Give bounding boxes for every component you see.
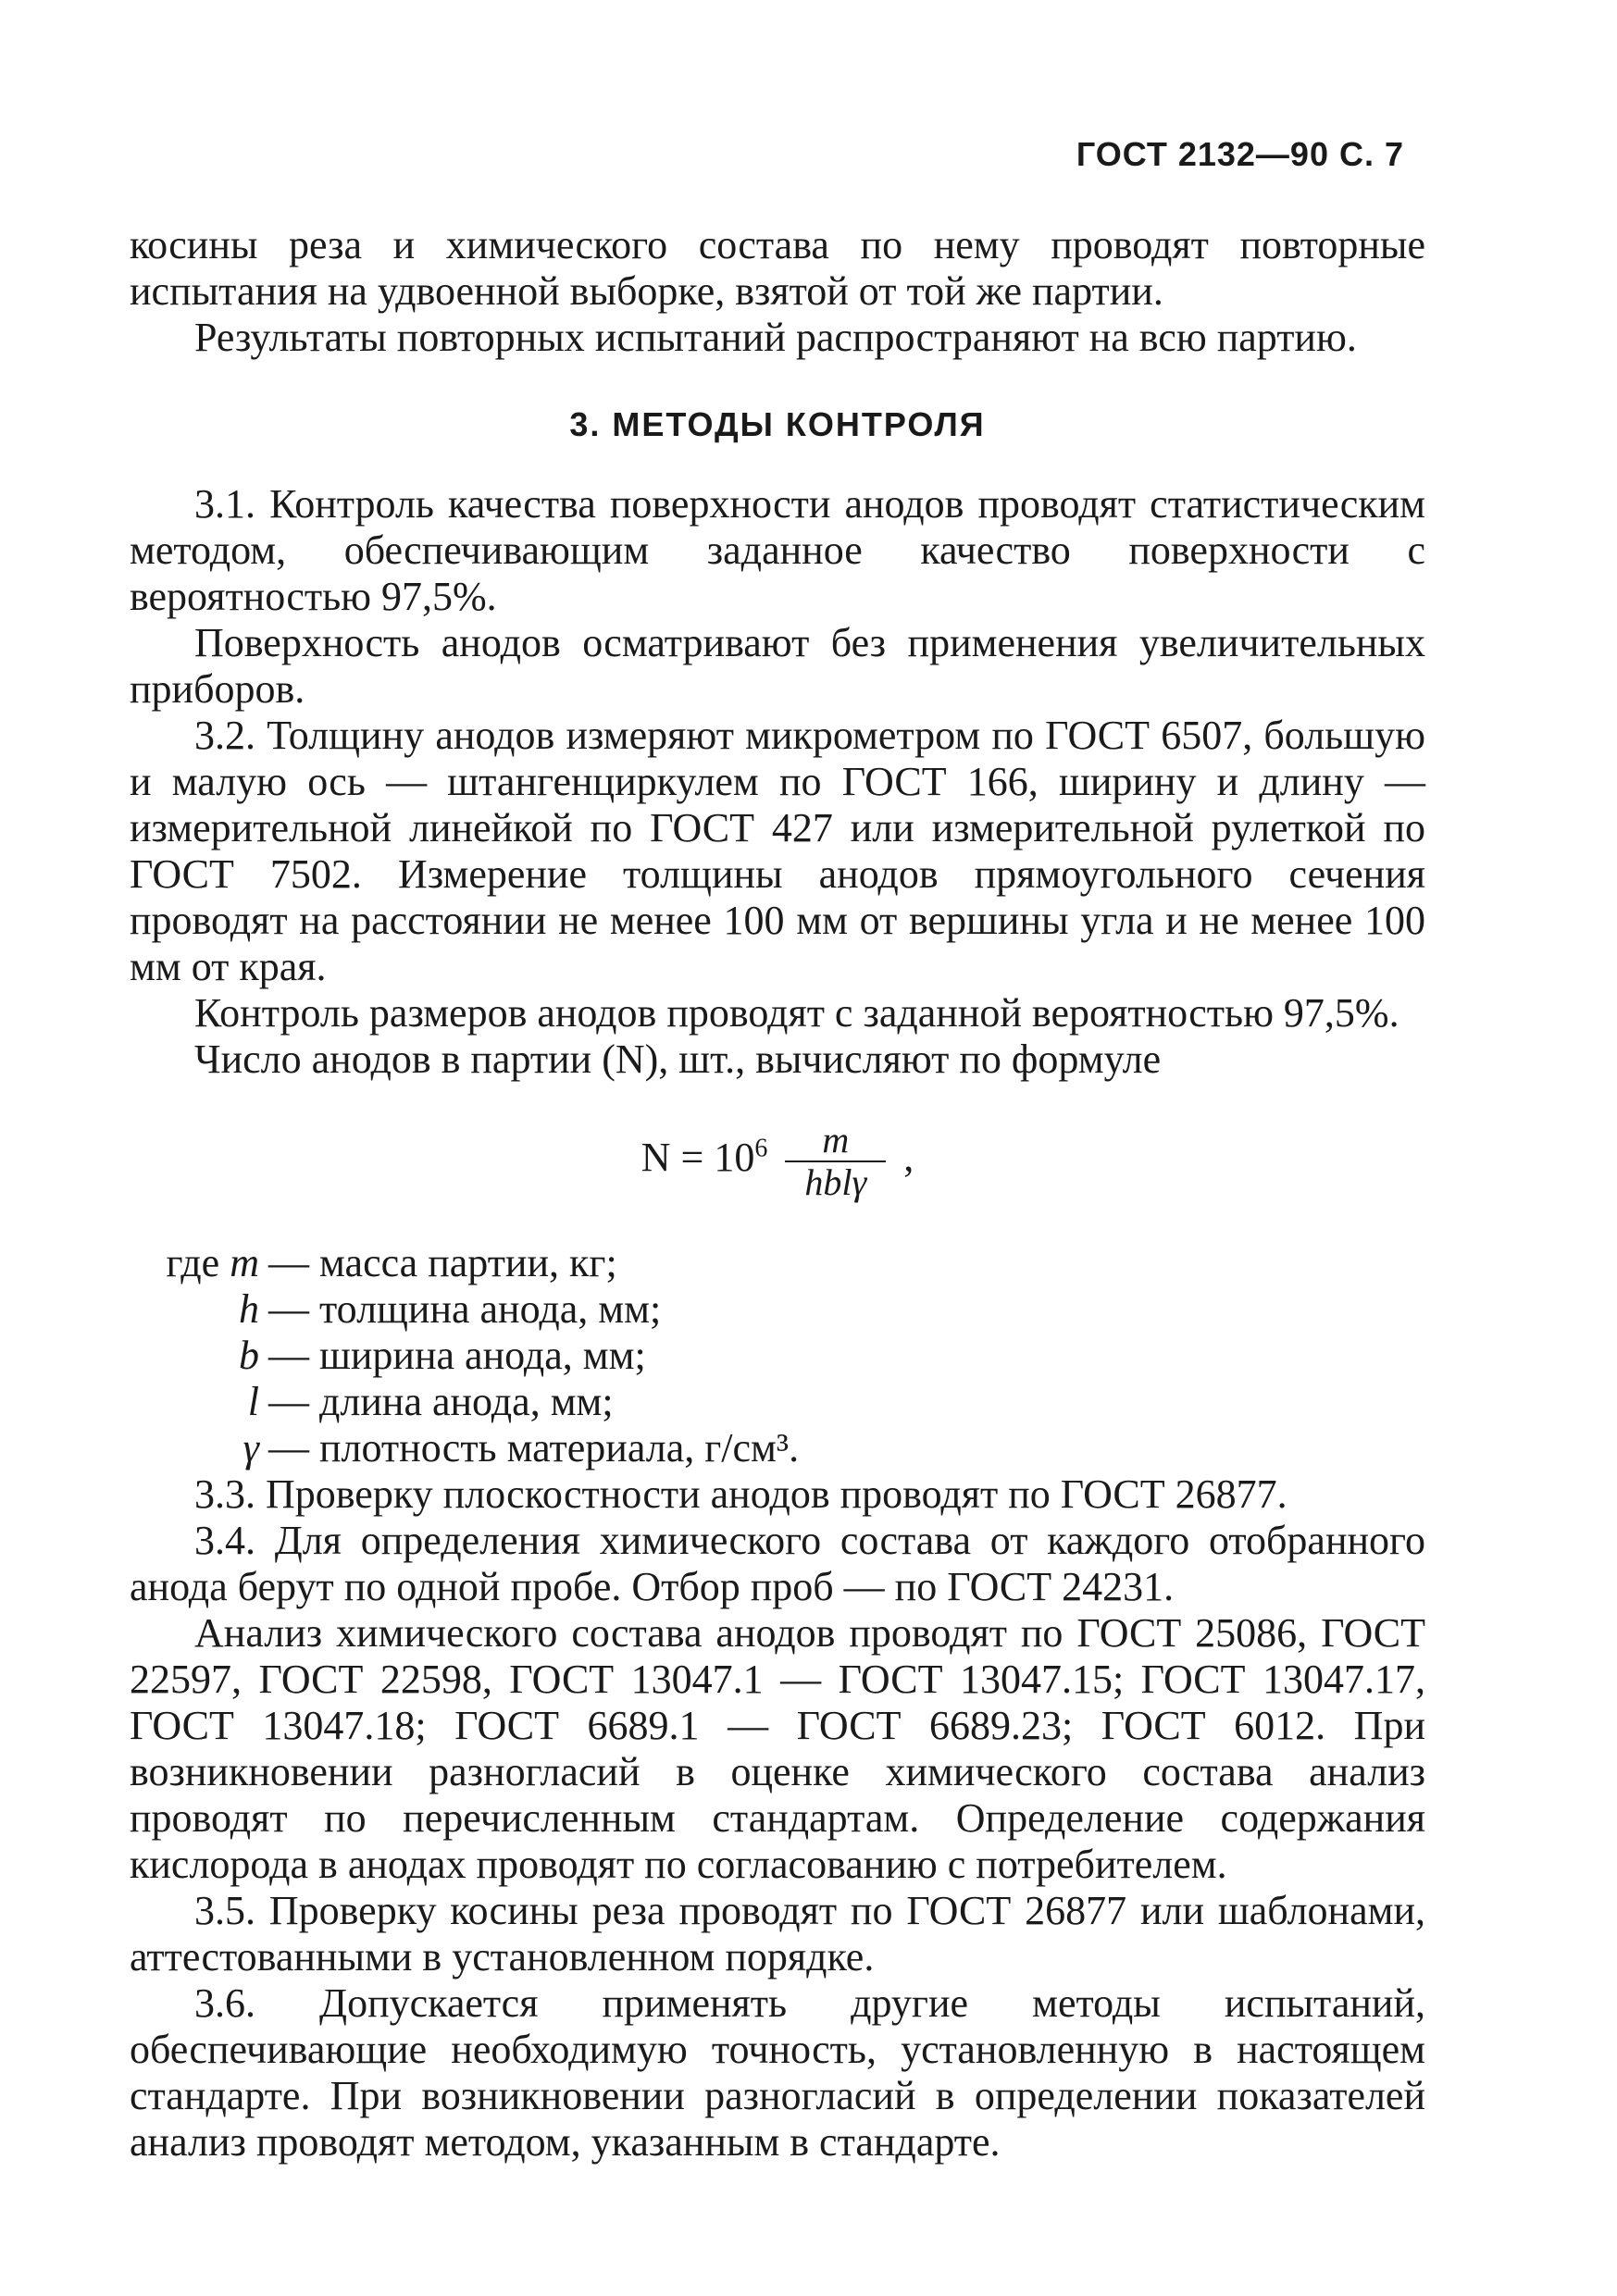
document-header: ГОСТ 2132—90 С. 7: [1076, 135, 1404, 173]
formula-fraction: [785, 1120, 886, 1203]
clause-3-5: 3.5. Проверку косины реза проводят по ГОСТ 26877 или шаблонами, аттестованными в установленном порядке.: [130, 1888, 1425, 1980]
legend-row: [130, 1333, 1425, 1379]
legend-description: — ширина анода, мм;: [268, 1333, 646, 1378]
legend-row: [130, 1286, 1425, 1333]
clause-3-1: 3.1. Контроль качества поверхности анодов проводят статистическим методом, обеспечивающим заданное качество поверхности с вероятностью 97,5%.: [130, 481, 1425, 619]
legend-description: — масса партии, кг;: [268, 1240, 617, 1285]
formula-exponent: 6: [754, 1134, 768, 1163]
clause-3-4: 3.4. Для определения химического состава от каждого отобранного анода берут по одной пробе. Отбор проб — по ГОСТ 24231.: [130, 1518, 1425, 1609]
legend-intro: где: [166, 1240, 220, 1285]
clause-3-3: 3.3. Проверку плоскостности анодов проводят по ГОСТ 26877.: [194, 1471, 1287, 1517]
legend-symbol: h: [239, 1286, 259, 1332]
formula-legend: [130, 1240, 1425, 1471]
legend-row: [130, 1240, 1425, 1286]
formula-trailing: ,: [903, 1135, 914, 1181]
legend-description: — длина анода, мм;: [268, 1379, 614, 1424]
clause-3-6: 3.6. Допускается применять другие методы испытаний, обеспечивающие необходимую точность, установленную в настоящем стандарте. При возникновении разногласий в определении показателей анализ проводят методом, указанным в стандарте.: [130, 1980, 1425, 2165]
formula-numerator: m: [785, 1120, 886, 1162]
formula-lhs: [641, 1135, 768, 1180]
legend-symbol: m: [230, 1240, 259, 1285]
formula: [130, 1120, 1425, 1203]
section-title: 3. МЕТОДЫ КОНТРОЛЯ: [569, 405, 986, 443]
legend-label: [56, 1240, 268, 1286]
legend-description: — толщина анода, мм;: [268, 1286, 662, 1332]
legend-symbol: l: [247, 1379, 259, 1424]
paragraph-continuation: косины реза и химического состава по нему проводят повторные испытания на удвоенной выборке, взятой от той же партии.: [130, 222, 1425, 314]
clause-3-2-formula-intro: Число анодов в партии (N), шт., вычисляют по формуле: [194, 1036, 1162, 1082]
clause-3-2-control: Контроль размеров анодов проводят с заданной вероятностью 97,5%.: [194, 990, 1399, 1036]
clause-3-2: 3.2. Толщину анодов измеряют микрометром по ГОСТ 6507, большую и малую ось — штангенциркулем по ГОСТ 166, ширину и длину — измерительной линейкой по ГОСТ 427 или измерительной рулеткой по ГОСТ 7502. Измерение толщины анодов прямоугольного сечения проводят на расстоянии не менее 100 мм от вершины угла и не менее 100 мм от края.: [130, 713, 1425, 989]
clause-3-4-analysis: Анализ химического состава анодов проводят по ГОСТ 25086, ГОСТ 22597, ГОСТ 22598, ГОСТ 13047.1 — ГОСТ 13047.15; ГОСТ 13047.17, ГОСТ 13047.18; ГОСТ 6689.1 — ГОСТ 6689.23; ГОСТ 6012. При возникновении разногласий в оценке химического состава анализ проводят по перечисленным стандартам. Определение содержания кислорода в анодах проводят по согласованию с потребителем.: [130, 1610, 1425, 1887]
legend-symbol: b: [239, 1333, 259, 1378]
legend-row: [130, 1379, 1425, 1425]
legend-description: — плотность материала, г/см³.: [268, 1425, 800, 1471]
formula-lhs-text: N = 10: [641, 1135, 755, 1181]
document-body: [130, 222, 1425, 2166]
paragraph-results: Результаты повторных испытаний распространяют на всю партию.: [194, 315, 1357, 360]
formula-denominator: hblγ: [804, 1161, 867, 1203]
legend-symbol: γ: [243, 1425, 259, 1471]
clause-3-1-note: Поверхность анодов осматривают без применения увеличительных приборов.: [130, 620, 1425, 712]
legend-row: [130, 1425, 1425, 1471]
